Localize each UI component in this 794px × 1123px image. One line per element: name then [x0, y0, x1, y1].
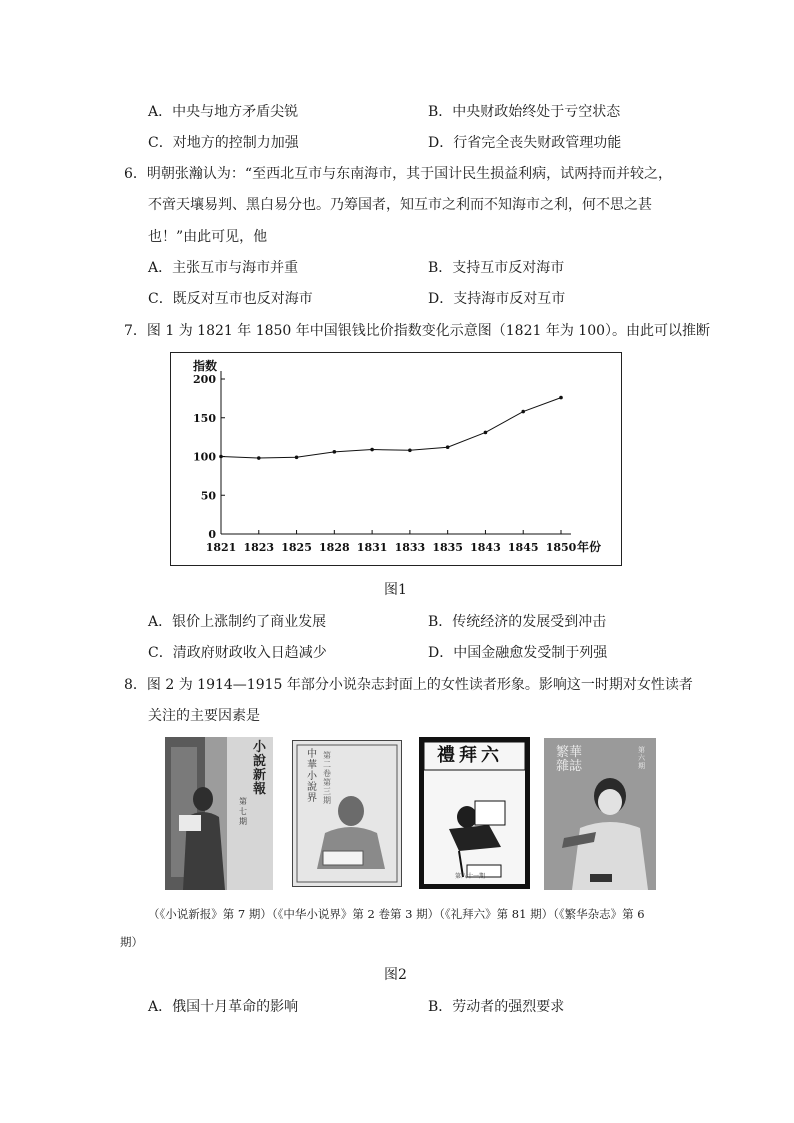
x-axis-label: 年份: [577, 540, 602, 554]
y-axis-label: 指数: [193, 359, 218, 373]
cover-2-title: 中華小說界: [307, 749, 317, 804]
x-tick-label: 1843: [470, 541, 501, 554]
figure-2-caption: 图2: [384, 967, 407, 983]
y-tick-label: 0: [208, 528, 216, 541]
figure-2-sources-line-2: 期）: [120, 935, 143, 949]
series-line: [221, 398, 561, 458]
silver-copper-index-chart: [170, 352, 622, 566]
data-point: [219, 455, 223, 459]
x-tick-label: 1821: [205, 541, 237, 554]
q7-option-b[interactable]: B．传统经济的发展受到冲击: [428, 614, 607, 630]
cover-3-issue: 第八十一期: [455, 873, 486, 880]
data-point: [408, 449, 412, 453]
x-tick-label: 1833: [394, 541, 426, 554]
q6-stem-line-2: 不啻天壤易判、黑白易分也。乃筹国者，知互市之利而不知海市之利，何不思之甚: [148, 197, 652, 213]
q6-option-d[interactable]: D．支持海市反对互市: [428, 291, 566, 307]
data-point: [257, 456, 261, 460]
y-tick-label: 50: [200, 489, 216, 503]
q8-option-a[interactable]: A．俄国十月革命的影响: [148, 999, 299, 1015]
cover-2-issue: 第二卷第三期: [323, 751, 331, 805]
q7-option-a[interactable]: A．银价上涨制约了商业发展: [148, 614, 327, 630]
q5-option-d[interactable]: D．行省完全丧失财政管理功能: [428, 135, 622, 151]
x-tick-label: 1823: [243, 541, 275, 554]
q6-option-a[interactable]: A．主张互市与海市并重: [148, 260, 299, 276]
q6-stem-line-3: 也！”由此可见，他: [148, 229, 268, 245]
q5-option-b[interactable]: B．中央财政始终处于亏空状态: [428, 104, 621, 120]
cover-3-title: 禮拜六: [437, 745, 503, 766]
q7-option-d[interactable]: D．中国金融愈发受制于列强: [428, 645, 608, 661]
data-point: [446, 445, 450, 449]
data-point: [484, 431, 488, 435]
chart-canvas: [171, 353, 621, 565]
x-tick-label: 1828: [319, 541, 350, 554]
x-tick-label: 1835: [432, 541, 463, 554]
data-point: [559, 396, 563, 400]
y-tick-label: 150: [193, 411, 216, 425]
magazine-cover-3: [419, 737, 530, 889]
x-tick-label: 1845: [507, 541, 539, 554]
cover-1-title: 小說新報: [253, 740, 267, 797]
q7-option-c[interactable]: C．清政府财政收入日趋减少: [148, 645, 327, 661]
figure-1-caption: 图1: [384, 582, 407, 598]
x-tick-label: 1831: [356, 541, 388, 554]
q8-stem-line-2: 关注的主要因素是: [148, 708, 260, 724]
q6-option-c[interactable]: C．既反对互市也反对海市: [148, 291, 313, 307]
y-tick-label: 100: [193, 450, 216, 464]
cover-1-issue: 第七期: [239, 797, 247, 826]
data-point: [521, 410, 525, 414]
cover-4-title: 繁華雜誌: [556, 745, 583, 774]
q8-option-b[interactable]: B．劳动者的强烈要求: [428, 999, 565, 1015]
figure-2-sources-line-1: （《小说新报》第 7 期）（《中华小说界》第 2 卷第 3 期）（《礼拜六》第 81 期）（《繁华杂志》第 6: [148, 907, 645, 921]
data-point: [333, 450, 337, 454]
magazine-cover-4: [544, 738, 656, 890]
q6-option-b[interactable]: B．支持互市反对海市: [428, 260, 565, 276]
q5-option-a[interactable]: A．中央与地方矛盾尖锐: [148, 104, 299, 120]
data-point: [295, 455, 299, 459]
q8-stem-line-1: 8．图 2 为 1914—1915 年部分小说杂志封面上的女性读者形象。影响这一时期对女性读者: [124, 677, 693, 693]
magazine-cover-2: [292, 740, 402, 887]
x-tick-label: 1850: [545, 541, 577, 554]
magazine-cover-1: [165, 737, 273, 890]
cover-4-issue: 第六期: [638, 746, 645, 770]
q5-option-c[interactable]: C．对地方的控制力加强: [148, 135, 299, 151]
q6-stem-line-1: 6．明朝张瀚认为：“至西北互市与东南海市，其于国计民生损益利病，试两持而并较之，: [124, 166, 673, 182]
y-tick-label: 200: [193, 373, 216, 386]
data-point: [370, 448, 374, 452]
q7-stem: 7．图 1 为 1821 年 1850 年中国银钱比价指数变化示意图（1821 年为 100）。由此可以推断: [124, 323, 711, 339]
x-tick-label: 1825: [281, 541, 312, 554]
